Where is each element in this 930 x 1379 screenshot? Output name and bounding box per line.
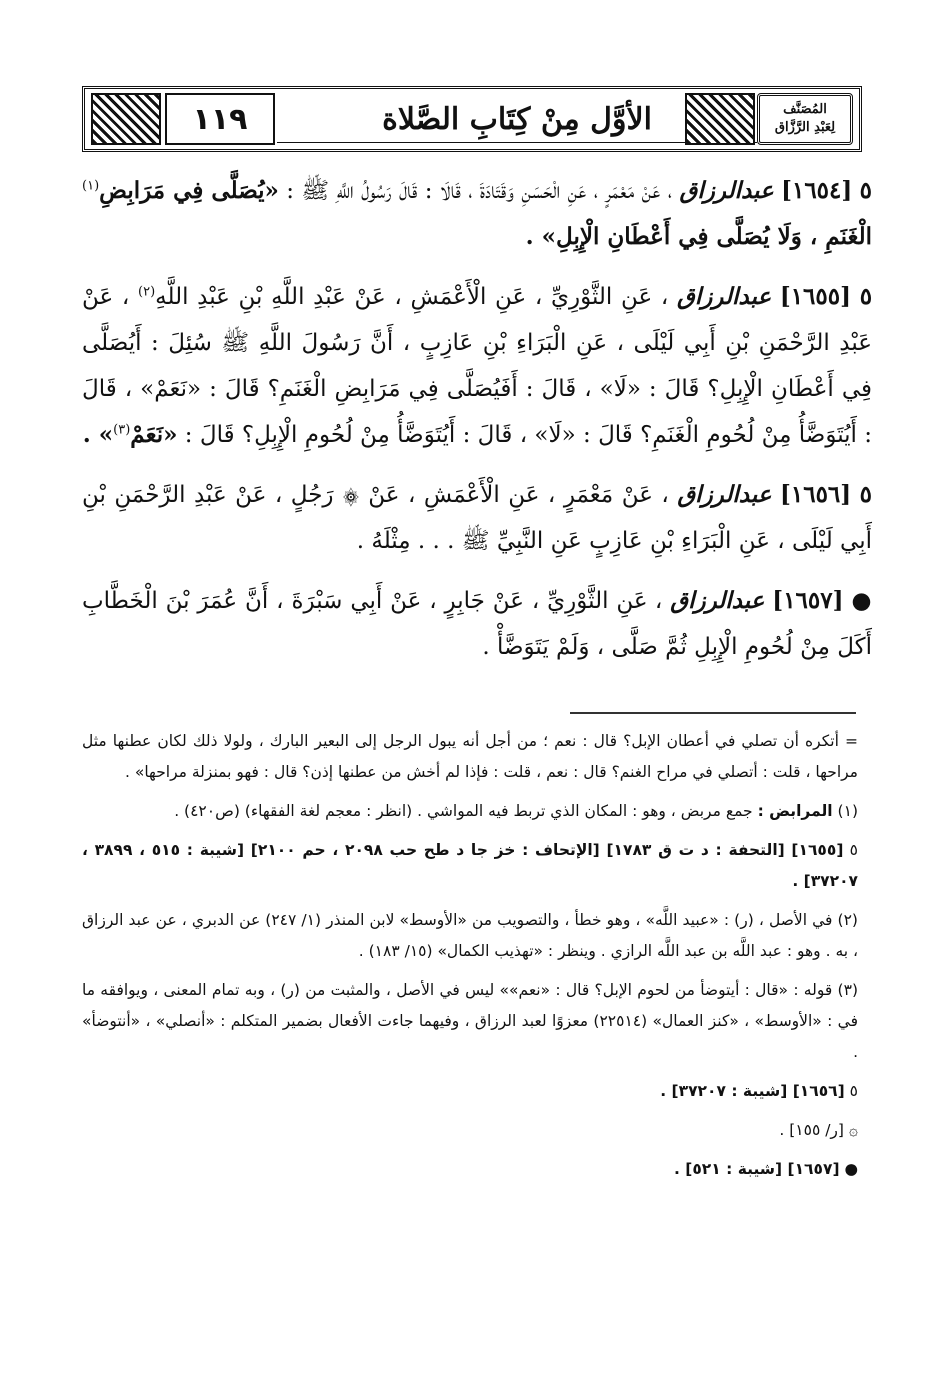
entry-number: [١٦٥٤] <box>781 177 853 204</box>
footnote-lead: ۞ <box>848 1121 858 1139</box>
entry-number: [١٦٥٦] <box>779 481 852 508</box>
footnote-lead: (١) <box>837 802 858 820</box>
chain-text: ، عَنِ الثَّوْرِيِّ ، عَنِ الْأَعْمَشِ ، عَنْ عَبْدِ اللَّهِ بْنِ عَبْدِ اللَّهِ <box>155 284 669 310</box>
main-text <box>82 168 872 684</box>
footnote <box>82 905 858 967</box>
footnote-ref[interactable]: (٣) <box>113 422 131 438</box>
footnote <box>82 1076 858 1107</box>
hadith-entry <box>82 472 872 564</box>
page-number: ١١٩ <box>165 93 275 145</box>
footnote-lead: (٣) <box>837 981 858 999</box>
narrator-name: عبدالرزاق <box>676 283 772 310</box>
footnotes <box>82 726 858 1193</box>
footnote-text: قوله : «قال : أيتوضأ من لحوم الإبل؟ قال : «نعم»» ليس في الأصل ، والمثبت من (ر) ، وبه تمام المعنى ، ويوافقه ما في : «الأوسط» ، «كنز العمال» (٢٢٥١٤) معزوًا لعبد الرزاق ، وفيهما جاءت الأفعال بضمير المتكلم : «أنصلي» ، «أنتوضأ» . <box>82 981 858 1061</box>
entry-marker: ● <box>851 587 873 614</box>
footnote-text: جمع مربض ، وهو : المكان الذي تربط فيه المواشي . (انظر : معجم لغة الفقهاء) (ص٤٢٠) . <box>174 802 753 820</box>
footnote <box>82 835 858 897</box>
hadith-entry <box>82 274 872 458</box>
narrator-name: عبدالرزاق <box>679 177 774 204</box>
narrator-name: عبدالرزاق <box>670 587 765 614</box>
footnote-text: [ر/ ١٥٥] . <box>779 1121 844 1139</box>
footnote-bold: [١٦٥٧] [شيبة : ٥٢١] . <box>673 1160 840 1178</box>
ornament-right <box>685 93 755 145</box>
entry-number: [١٦٥٥] <box>779 283 852 310</box>
footnote <box>82 796 858 827</box>
entry-marker: ٥ <box>859 177 873 204</box>
hadith-text: ، عَنْ عَبْدِ الرَّحْمَنِ بْنِ أَبِي لَيْلَى ، عَنِ الْبَرَاءِ بْنِ عَازِبٍ ، أَنَّ رَسُولَ اللَّهِ ﷺ سُئِلَ : أَيُصَلَّى فِي أَعْطَانِ الْإِبِلِ؟ قَالَ : «لَا» ، قَالَ : أَفَيُصَلَّى فِي مَرَابِضِ الْغَنَمِ؟ قَالَ : «نَعَمْ» ، قَالَ : أَيُتَوَضَّأُ مِنْ لُحُومِ الْغَنَمِ؟ قَالَ : «لَا» ، قَالَ : أَيُتَوَضَّأُ مِنْ لُحُومِ الْإِبِلِ؟ قَالَ : <box>82 284 872 448</box>
seal-line-1: المُصَنَّف <box>783 102 827 117</box>
footnote-ref[interactable]: (١) <box>82 178 100 194</box>
footnote-lead: ● <box>844 1160 858 1178</box>
hadith-quote: الْغَنَمِ ، وَلَا يُصَلَّى فِي أَعْطَانِ الْإِبِلِ» . <box>525 223 872 250</box>
footnote <box>82 1154 858 1185</box>
entry-marker: ٥ <box>859 481 873 508</box>
narrator-name: عبدالرزاق <box>677 481 772 508</box>
hadith-text: ، عَنِ الثَّوْرِيِّ ، عَنْ جَابِرٍ ، عَنْ أَبِي سَبْرَةَ ، أَنَّ عُمَرَ بْنَ الْخَطَّابِ أَكَلَ مِنْ لُحُومِ الْإِبِلِ ثُمَّ صَلَّى ، وَلَمْ يَتَوَضَّأْ . <box>82 588 872 660</box>
ornament-left <box>91 93 161 145</box>
hadith-text: ، عَنْ مَعْمَرٍ ، عَنِ الْأَعْمَشِ ، عَنْ ۞ رَجُلٍ ، عَنْ عَبْدِ الرَّحْمَنِ بْنِ أَبِي لَيْلَى ، عَنِ الْبَرَاءِ بْنِ عَازِبٍ عَنِ النَّبِيِّ ﷺ . . . مِثْلَهُ . <box>82 482 872 554</box>
footnote-text: في الأصل ، (ر) : «عبيد اللَّه» ، وهو خطأ ، والتصويب من «الأوسط» لابن المنذر (١/ ٢٤٧) عن الدبري ، عن عبد الرزاق ، به . وهو : عبد اللَّه بن عبد اللَّه الرازي . وينظر : «تهذيب الكمال» (١٥/ ١٨٣) . <box>82 911 858 960</box>
footnote-ref[interactable]: (٢) <box>138 284 156 300</box>
footnote-lead: ٥ <box>849 841 858 859</box>
footnote-bold: [١٦٥٥] [التحفة : د ت ق ١٧٨٣] [الإتحاف : خز جا د طح حب ٢٠٩٨ ، حم ٢١٠٠] [شيبة : ٥١٥ ، ٣٨٩٩ ، ٣٧٢٠٧] . <box>82 841 858 890</box>
footnote-lead: = <box>845 732 858 750</box>
entry-number: [١٦٥٧] <box>772 587 844 614</box>
chapter-title: الأوَّل مِنْ كِتَابِ الصَّلاة <box>277 93 757 145</box>
hadith-quote: «نَعَمْ <box>130 421 178 448</box>
footnote <box>82 1115 858 1146</box>
footnote-lead: (٢) <box>837 911 858 929</box>
hadith-entry <box>82 168 872 260</box>
footnote-lead: ٥ <box>849 1082 858 1100</box>
hadith-entry <box>82 578 872 670</box>
footnote-bold: [١٦٥٦] [شيبة : ٣٧٢٠٧] . <box>660 1082 845 1100</box>
book-seal <box>757 93 853 145</box>
page-header <box>82 86 862 152</box>
chain-text: ، عَنْ مَعْمَرٍ ، عَنِ الْحَسَنِ وَقَتَادَةَ ، قَالَا : قَالَ رَسُولُ اللَّهِ ﷺ : <box>286 178 673 204</box>
footnote <box>82 975 858 1068</box>
hadith-quote: «يُصَلَّى فِي مَرَابِضِ <box>99 177 279 204</box>
footnote-divider <box>570 712 856 714</box>
seal-line-2: لِعَبْدِ الرَّزَّاق <box>774 120 836 135</box>
hadith-quote-end: » . <box>82 421 114 448</box>
footnote <box>82 726 858 788</box>
entry-marker: ٥ <box>859 283 873 310</box>
footnote-bold: المرابض : <box>757 802 833 820</box>
footnote-text: أتكره أن تصلي في أعطان الإبل؟ قال : نعم ؛ من أجل أنه يبول الرجل إلى البعير البارك ، ولولا ذلك لكان عطنها مثل مراحها ، قلت : أتصلي في مراح الغنم؟ قال : نعم ، قلت : فإذا لم أخش من عطنها إذن؟ قال : فهو بمنزلة مراحها» . <box>82 732 858 781</box>
